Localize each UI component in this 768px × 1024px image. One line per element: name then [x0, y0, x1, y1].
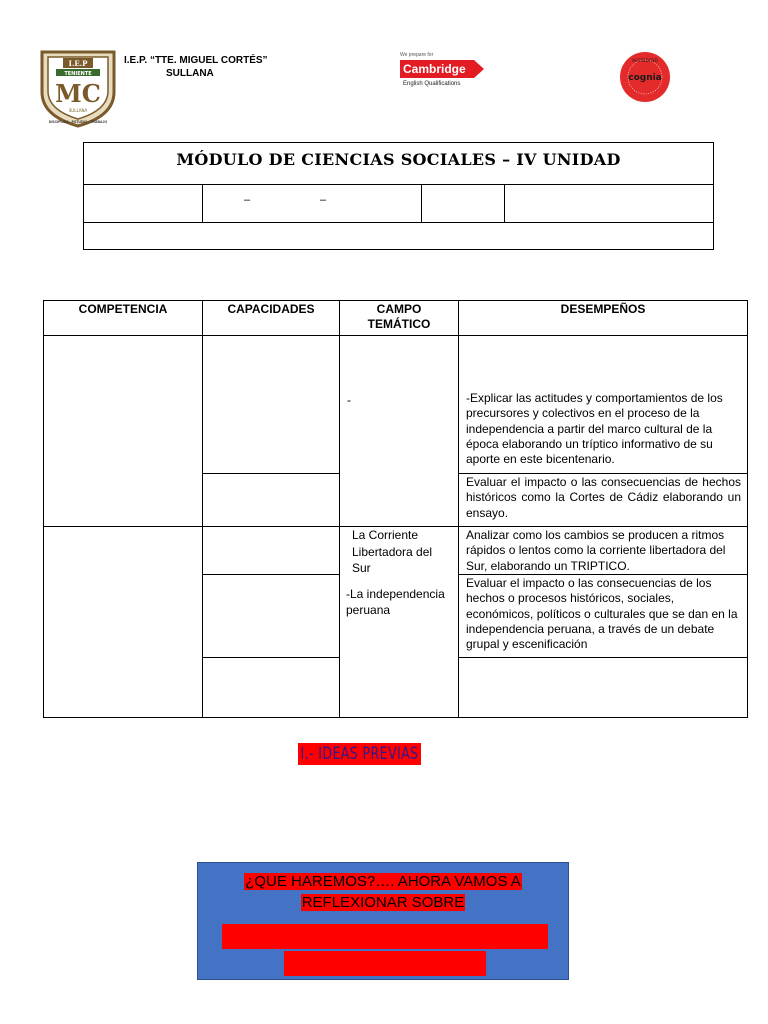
- table-row: [44, 527, 748, 575]
- crest-motto: DISCIPLINA - ESTUDIO - TRABAJO: [48, 120, 108, 124]
- cell-desempeno-4: Evaluar el impacto o las consecuencias de los hechos o procesos históricos, sociales, económicos, políticos o culturales que se dan en la independencia peruana, a través de un debate grupal y escenificación: [459, 575, 748, 658]
- module-info-row: [84, 184, 713, 223]
- header-capacidades: CAPACIDADES: [203, 301, 340, 336]
- ideas-previas-heading: I.- IDEAS PREVIAS: [298, 743, 421, 765]
- module-header-box: [83, 142, 714, 250]
- module-dash-1: –: [244, 194, 251, 206]
- cell-capacidad-4: [203, 575, 340, 658]
- competence-table: [43, 300, 748, 718]
- header-campo: CAMPO TEMÁTICO: [340, 301, 459, 336]
- reflexion-line-2: [198, 893, 568, 913]
- module-cell-3: [421, 184, 505, 222]
- cell-desempeno-3: Analizar como los cambios se producen a ritmos rápidos o lentos como la corriente libertadora del Sur, elaborando un TRIPTICO.: [459, 527, 748, 575]
- header-competencia: COMPETENCIA: [44, 301, 203, 336]
- cambridge-banner: [400, 60, 484, 78]
- reflexion-line-1: [198, 872, 568, 892]
- cell-campo-2: [340, 527, 459, 718]
- campo-1-text: -: [347, 393, 351, 407]
- crest-monogram: MC: [55, 79, 101, 108]
- module-cell-1: [84, 184, 203, 222]
- module-dash-2: –: [320, 194, 327, 206]
- cell-capacidad-1: [203, 336, 340, 474]
- header-desempenos: DESEMPEÑOS: [459, 301, 748, 336]
- cell-desempeno-2: Evaluar el impacto o las consecuencias de hechos históricos como la Cortes de Cádiz elaborando un ensayo.: [459, 474, 748, 527]
- cognia-logo: [619, 51, 671, 103]
- cell-desempeno-1: [459, 336, 748, 474]
- cell-campo-1: [340, 336, 459, 527]
- reflexion-red-bar-1: [222, 924, 548, 949]
- school-crest-logo: [36, 46, 120, 130]
- cell-desempeno-5: [459, 658, 748, 718]
- crest-bottom-text: SULLANA: [68, 108, 88, 113]
- table-header-row: [44, 301, 748, 336]
- cell-capacidad-3: [203, 527, 340, 575]
- campo-2-b-text: -La independencia peruana: [346, 586, 445, 617]
- school-name-block: [124, 54, 268, 80]
- reflexion-box: [197, 862, 569, 980]
- cambridge-sub: English Qualifications: [403, 81, 461, 87]
- cell-competencia-2: [44, 527, 203, 718]
- table-row: [44, 336, 748, 474]
- cell-capacidad-5: [203, 658, 340, 718]
- cognia-ring-text: ACCREDITED: [632, 58, 658, 63]
- module-title: MÓDULO DE CIENCIAS SOCIALES – IV UNIDAD: [84, 143, 713, 185]
- crest-ribbon-text: TENIENTE: [64, 71, 92, 77]
- module-cell-2: [202, 184, 422, 222]
- reflexion-red-bar-2: [284, 951, 486, 976]
- cell-capacidad-2: [203, 474, 340, 527]
- reflexion-line-1-text: ¿QUE HAREMOS?…. AHORA VAMOS A: [245, 873, 521, 890]
- cambridge-logo: [400, 52, 490, 98]
- reflexion-line-2-text: REFLEXIONAR SOBRE: [301, 894, 465, 911]
- cognia-brand: cognia: [628, 73, 662, 83]
- cell-competencia-1: [44, 336, 203, 527]
- school-city: SULLANA: [166, 68, 214, 79]
- desempeno-1-text: -Explicar las actitudes y comportamientos de los precursores y colectivos en el proceso de la independencia a partir del marco cultural de la época elaborando un tríptico informativo de su aporte en este bicentenario.: [466, 391, 723, 467]
- campo-2-a-text: La Corriente Libertadora del Sur: [352, 528, 433, 575]
- school-name: I.E.P. “TTE. MIGUEL CORTÉS”: [124, 55, 268, 66]
- cambridge-prefix: We prepare for: [400, 52, 434, 58]
- cambridge-brand: Cambridge: [403, 62, 466, 76]
- crest-top-text: I.E.P: [68, 59, 88, 68]
